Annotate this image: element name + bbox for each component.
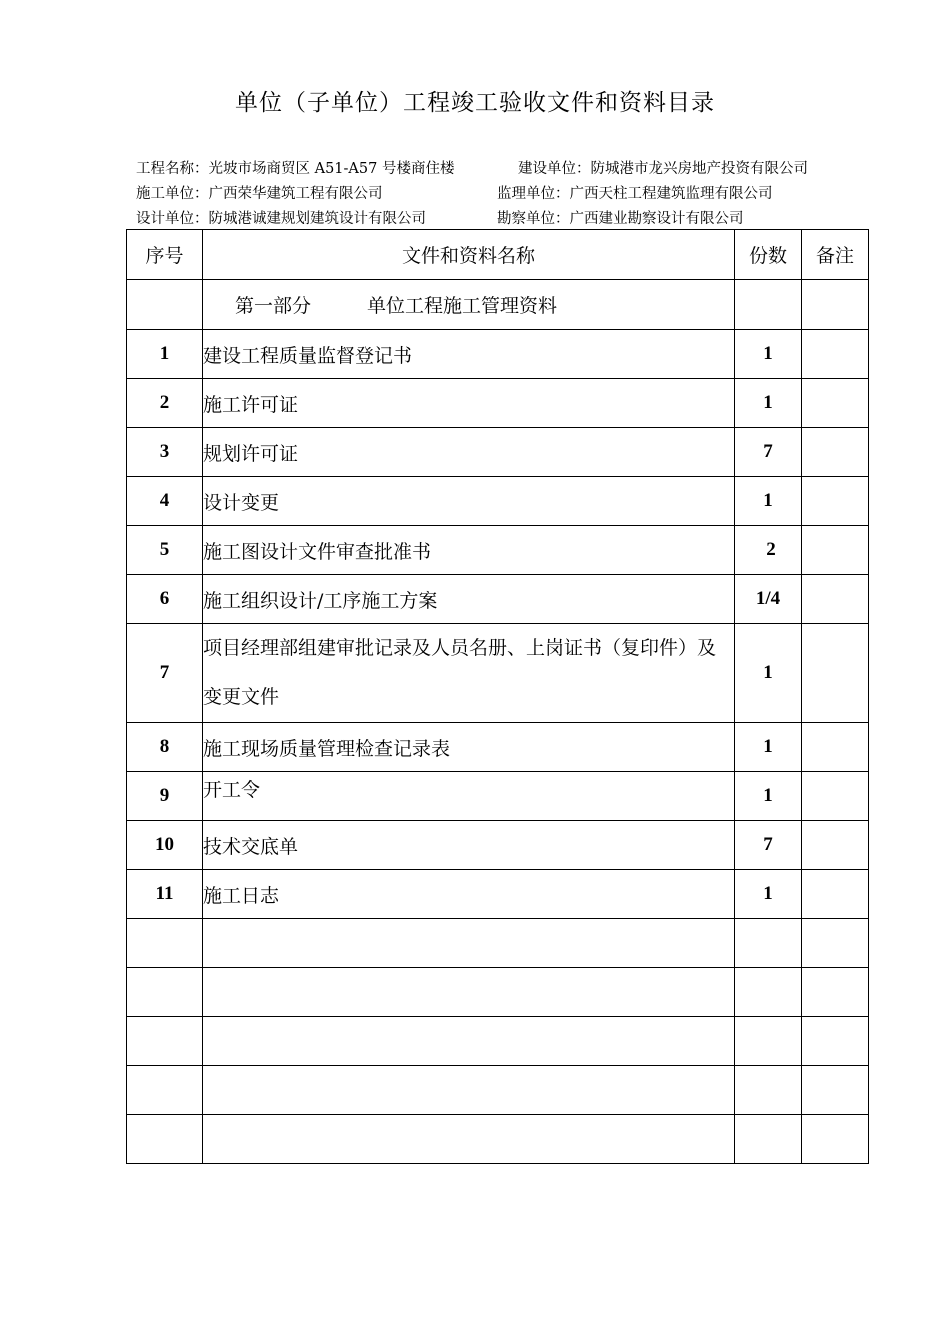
- row-seq: 1: [127, 330, 203, 379]
- table-row: [127, 330, 869, 379]
- table-row: [127, 870, 869, 919]
- supervisor-value: 广西天柱工程建筑监理有限公司: [569, 186, 773, 202]
- empty-cell: [203, 919, 735, 968]
- row-seq: 4: [127, 477, 203, 526]
- empty-row: [127, 1017, 869, 1066]
- row-name-text: 项目经理部组建审批记录及人员名册、上岗证书（复印件）及变更文件: [203, 637, 717, 708]
- designer-line: [136, 210, 426, 228]
- empty-cell: [802, 919, 869, 968]
- row-copies: 7: [735, 821, 802, 870]
- table-row: [127, 428, 869, 477]
- contractor-label: 施工单位：: [136, 186, 209, 202]
- row-copies: 1: [735, 330, 802, 379]
- empty-row: [127, 1115, 869, 1164]
- row-seq: 2: [127, 379, 203, 428]
- row-remarks: [802, 870, 869, 919]
- header-remarks: 备注: [802, 230, 869, 280]
- row-seq: 9: [127, 772, 203, 821]
- table-row: [127, 379, 869, 428]
- row-name: [203, 772, 735, 821]
- empty-cell: [127, 919, 203, 968]
- project-name-line: [136, 160, 454, 178]
- section-copies-cell: [735, 280, 802, 330]
- project-name-value: 光坡市场商贸区 A51-A57 号楼商住楼: [208, 161, 455, 177]
- row-name-text: 开工令: [203, 778, 261, 801]
- empty-cell: [203, 1115, 735, 1164]
- row-remarks: [802, 772, 869, 821]
- table-row: [127, 526, 869, 575]
- surveyor-value: 广西建业勘察设计有限公司: [569, 211, 744, 227]
- row-remarks: [802, 821, 869, 870]
- row-name: 建设工程质量监督登记书: [203, 330, 735, 379]
- empty-row: [127, 968, 869, 1017]
- table-row: [127, 575, 869, 624]
- section-remarks-cell: [802, 280, 869, 330]
- section-seq-cell: [127, 280, 203, 330]
- row-remarks: [802, 477, 869, 526]
- row-seq: 7: [127, 624, 203, 723]
- header-copies: 份数: [735, 230, 802, 280]
- row-copies: 1: [735, 379, 802, 428]
- row-remarks: [802, 428, 869, 477]
- row-remarks: [802, 330, 869, 379]
- builder-line: [518, 160, 808, 178]
- empty-cell: [203, 1066, 735, 1115]
- header-name: 文件和资料名称: [203, 230, 735, 280]
- empty-cell: [735, 1115, 802, 1164]
- empty-cell: [802, 1115, 869, 1164]
- row-seq: 8: [127, 723, 203, 772]
- empty-cell: [127, 1017, 203, 1066]
- empty-cell: [127, 1115, 203, 1164]
- supervisor-label: 监理单位：: [497, 186, 570, 202]
- empty-cell: [203, 1017, 735, 1066]
- row-copies: 7: [735, 428, 802, 477]
- row-copies-value: 2: [766, 539, 776, 560]
- surveyor-label: 勘察单位：: [497, 211, 570, 227]
- empty-cell: [735, 968, 802, 1017]
- section-name: 单位工程施工管理资料: [367, 295, 558, 317]
- table-row: [127, 821, 869, 870]
- section-title-cell: [203, 280, 735, 330]
- row-name: 设计变更: [203, 477, 735, 526]
- catalog-table: [126, 229, 869, 1164]
- section-row: [127, 280, 869, 330]
- row-seq: 10: [127, 821, 203, 870]
- row-copies: 1: [735, 870, 802, 919]
- row-name: [203, 624, 735, 723]
- row-name: 施工现场质量管理检查记录表: [203, 723, 735, 772]
- contractor-line: [136, 185, 383, 203]
- empty-cell: [127, 968, 203, 1017]
- row-name: 施工日志: [203, 870, 735, 919]
- empty-cell: [735, 919, 802, 968]
- supervisor-line: [497, 185, 773, 203]
- document-title: 单位（子单位）工程竣工验收文件和资料目录: [235, 90, 715, 116]
- header-seq: 序号: [127, 230, 203, 280]
- row-name: 施工图设计文件审查批准书: [203, 526, 735, 575]
- row-copies: 1: [735, 772, 802, 821]
- contractor-value: 广西荣华建筑工程有限公司: [208, 186, 383, 202]
- row-remarks: [802, 575, 869, 624]
- section-part: 第一部分: [235, 295, 312, 317]
- empty-cell: [802, 1066, 869, 1115]
- table-row: [127, 772, 869, 821]
- table-row: [127, 477, 869, 526]
- designer-value: 防城港诚建规划建筑设计有限公司: [208, 211, 426, 227]
- row-remarks: [802, 526, 869, 575]
- builder-value: 防城港市龙兴房地产投资有限公司: [590, 161, 808, 177]
- empty-cell: [735, 1066, 802, 1115]
- row-name: 技术交底单: [203, 821, 735, 870]
- row-remarks: [802, 624, 869, 723]
- empty-row: [127, 1066, 869, 1115]
- row-seq: 5: [127, 526, 203, 575]
- row-copies: 1: [735, 723, 802, 772]
- designer-label: 设计单位：: [136, 211, 209, 227]
- empty-cell: [127, 1066, 203, 1115]
- row-name: 施工组织设计/工序施工方案: [203, 575, 735, 624]
- empty-cell: [203, 968, 735, 1017]
- empty-cell: [802, 1017, 869, 1066]
- row-seq: 3: [127, 428, 203, 477]
- surveyor-line: [497, 210, 744, 228]
- empty-row: [127, 919, 869, 968]
- row-remarks: [802, 379, 869, 428]
- row-name: 规划许可证: [203, 428, 735, 477]
- row-remarks: [802, 723, 869, 772]
- table-header-row: [127, 230, 869, 280]
- row-copies: 1: [735, 477, 802, 526]
- table-row: [127, 723, 869, 772]
- empty-cell: [802, 968, 869, 1017]
- empty-cell: [735, 1017, 802, 1066]
- table-row: [127, 624, 869, 723]
- row-copies: [735, 526, 802, 575]
- row-seq: 11: [127, 870, 203, 919]
- row-copies: 1: [735, 624, 802, 723]
- builder-label: 建设单位：: [518, 161, 591, 177]
- row-copies: 1/4: [735, 575, 802, 624]
- row-name: 施工许可证: [203, 379, 735, 428]
- row-seq: 6: [127, 575, 203, 624]
- project-name-label: 工程名称：: [136, 161, 209, 177]
